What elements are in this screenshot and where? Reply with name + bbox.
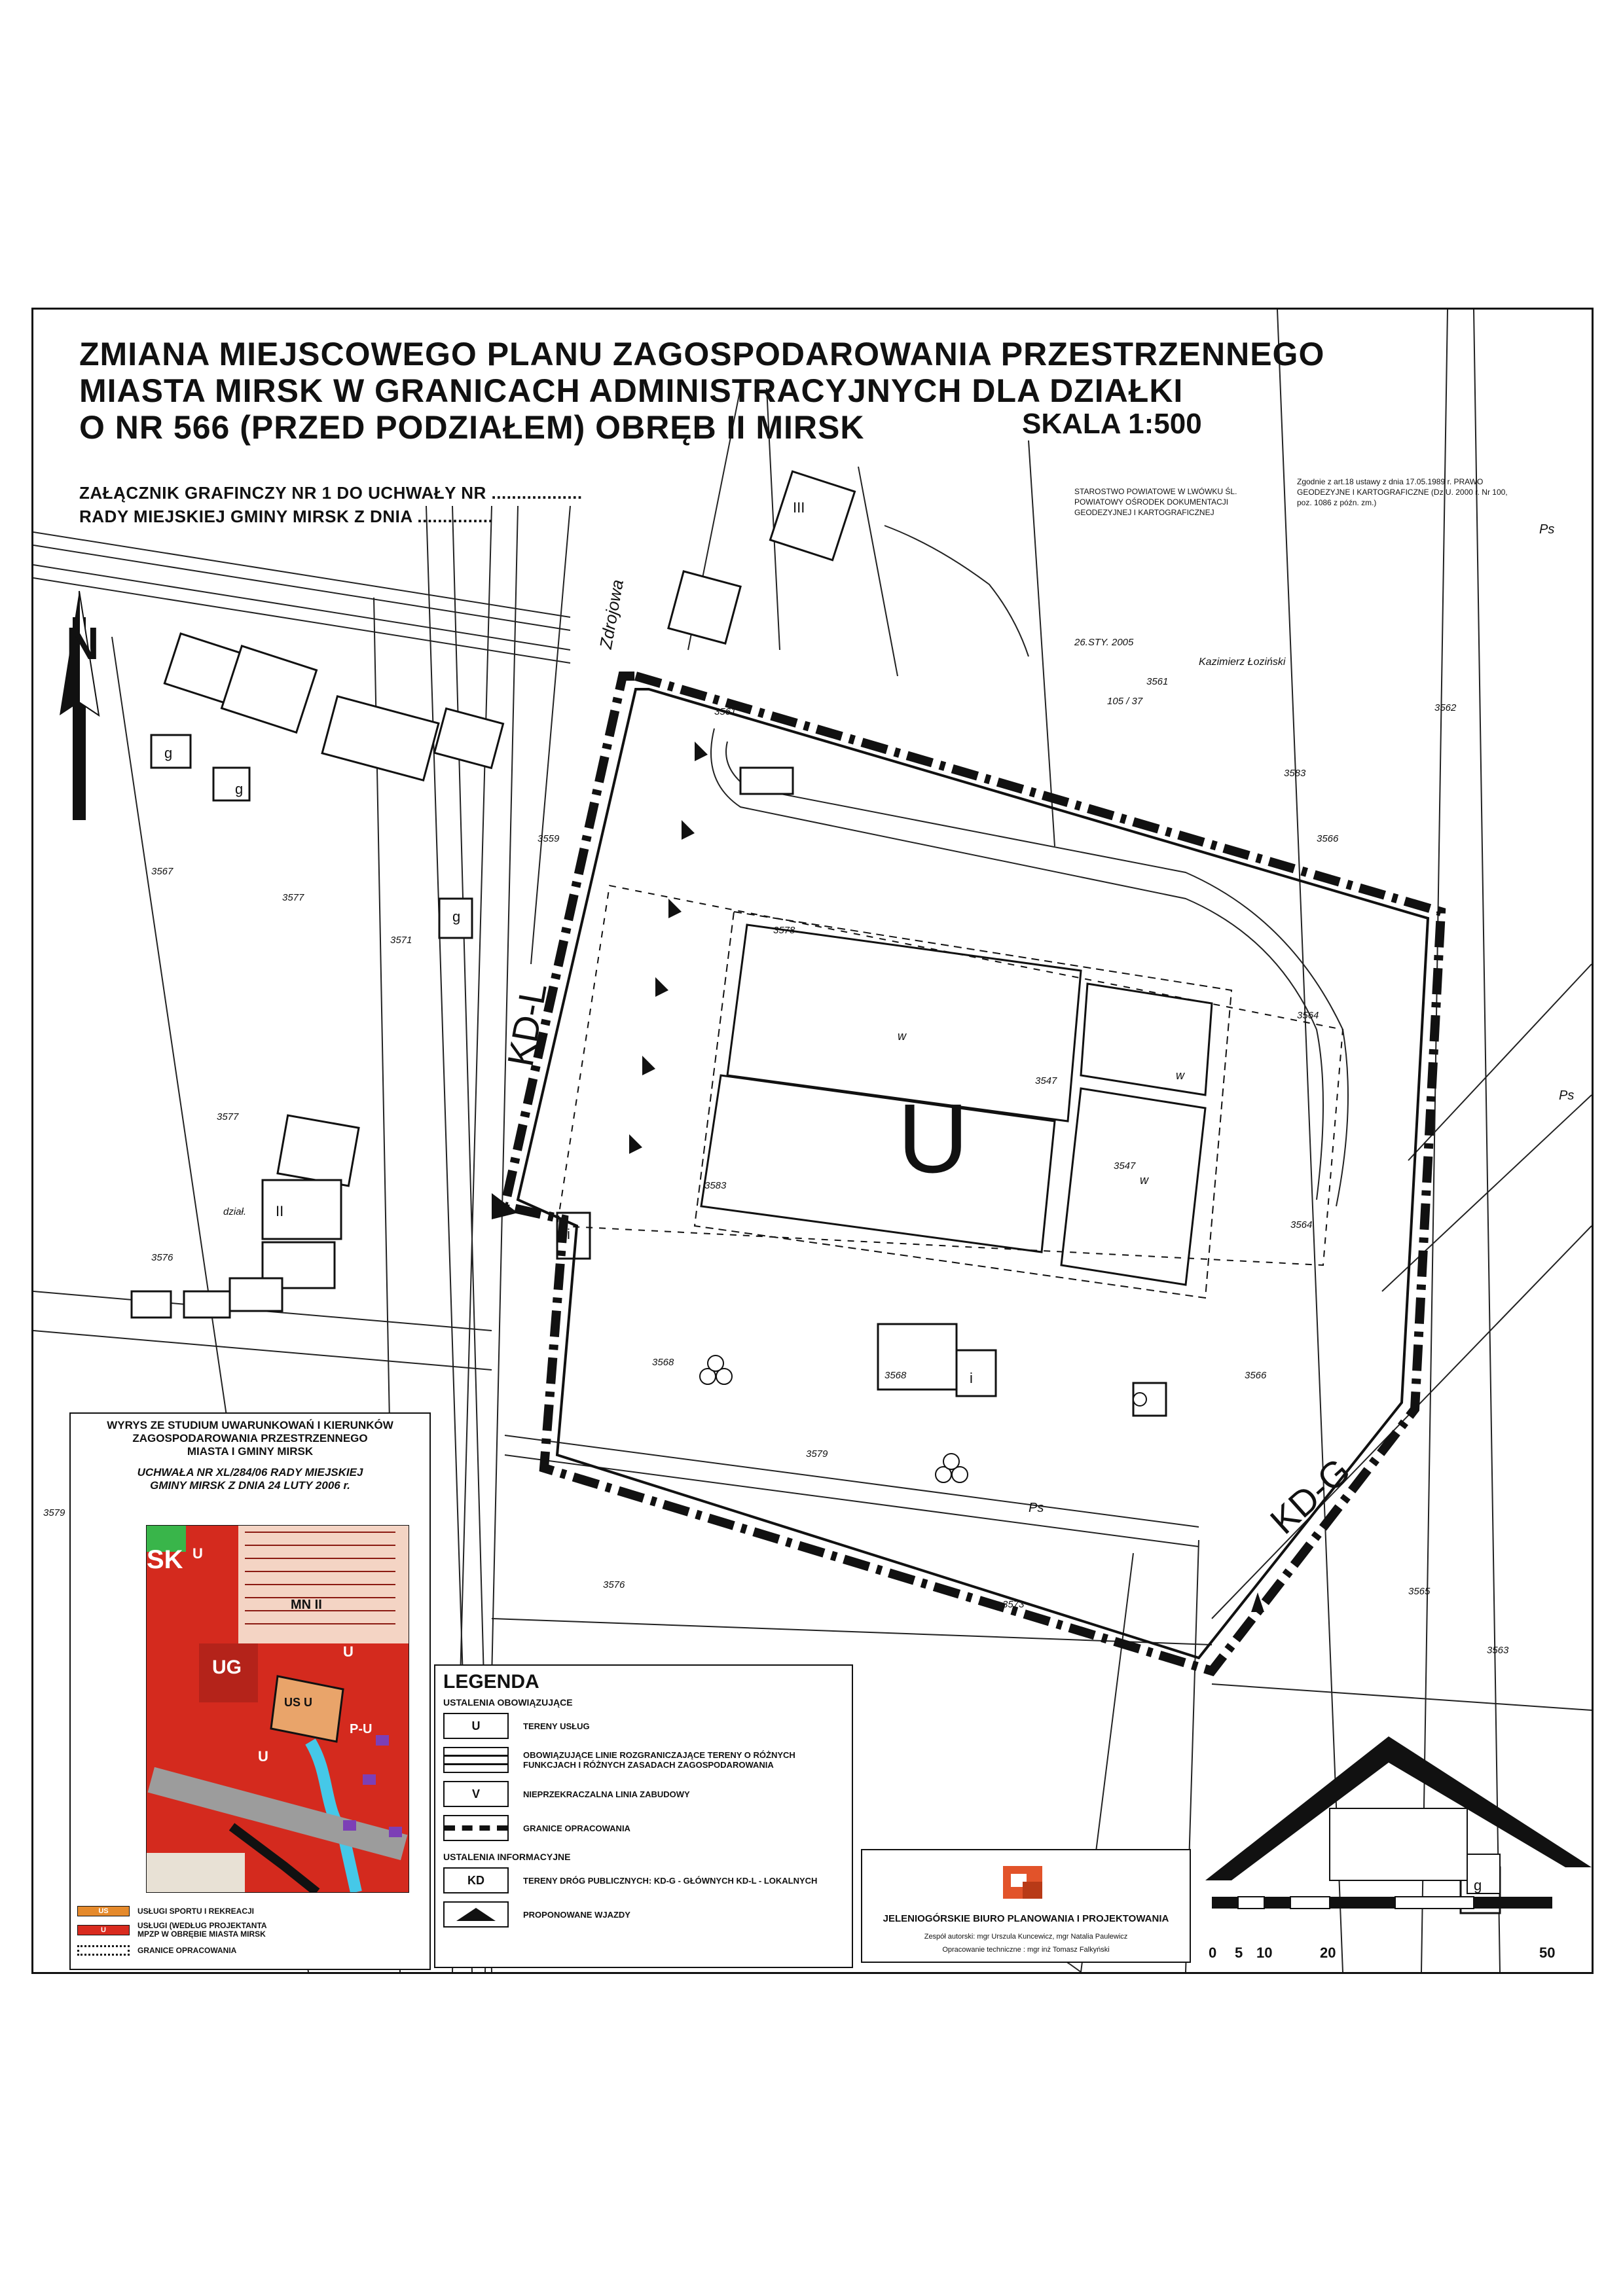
- study-label-us: US U: [284, 1696, 313, 1709]
- plot-number: 3579: [806, 1448, 828, 1460]
- study-label-ug: UG: [212, 1657, 242, 1678]
- attachment-note: [79, 481, 583, 528]
- plot-number: 3566: [1317, 833, 1339, 844]
- attachment-line-1: ZAŁĄCZNIK GRAFINCZY NR 1 DO UCHWAŁY NR ..................: [79, 483, 583, 503]
- plot-number: 3568: [652, 1357, 674, 1368]
- plot-number: 3576: [151, 1252, 173, 1263]
- scale-tick: 20: [1320, 1945, 1336, 1961]
- plot-number: 3562: [1434, 702, 1457, 713]
- legend-text: GRANICE OPRACOWANIA: [523, 1823, 630, 1833]
- building-label: w: [1176, 1069, 1184, 1082]
- study-label-u2: U: [343, 1643, 354, 1660]
- legend-section-info: USTALENIA INFORMACYJNE: [443, 1852, 571, 1862]
- building-label: g: [235, 781, 244, 797]
- scale-label: SKALA 1:500: [1022, 408, 1202, 440]
- study-extract: [69, 1412, 431, 1970]
- legend-row: [443, 1713, 824, 1739]
- plot-number: 3571: [390, 935, 412, 946]
- plot-number: 3576: [603, 1579, 625, 1590]
- study-legend-text: USŁUGI SPORTU I REKREACJI: [137, 1907, 255, 1916]
- building-label: II: [276, 1203, 284, 1219]
- plot-number: 3568: [884, 1370, 907, 1381]
- building-label: i: [970, 1370, 973, 1386]
- starostwo-stamp: STAROSTWO POWIATOWE W LWÓWKU ŚL. POWIATOWY OŚRODEK DOKUMENTACJI GEODEZYJNEJ I KARTOGRAFICZNEJ: [1074, 487, 1237, 517]
- legend-row: [443, 1815, 824, 1841]
- study-label-u3: U: [258, 1748, 268, 1765]
- study-resolution-1: UCHWAŁA NR XL/284/06 RADY MIEJSKIEJ: [137, 1466, 363, 1479]
- plot-number: 3583: [1284, 768, 1306, 779]
- plot-number: 3561: [714, 706, 737, 717]
- building-label: w: [898, 1030, 906, 1043]
- legend-symbol: U: [443, 1713, 509, 1739]
- plot-number: 3578: [773, 925, 795, 936]
- plot-number: 3564: [1297, 1010, 1319, 1021]
- building-label: w: [1140, 1174, 1148, 1187]
- plot-number: 3566: [1245, 1370, 1267, 1381]
- plot-number: 3547: [1114, 1160, 1136, 1172]
- title-line-3: O NR 566 (PRZED PODZIAŁEM) OBRĘB II MIRSK: [79, 409, 865, 446]
- legend-title: LEGENDA: [443, 1671, 539, 1693]
- street-name: Zdrojowa: [595, 578, 628, 651]
- map-sheet: [31, 308, 1594, 1974]
- attachment-line-2: RADY MIEJSKIEJ GMINY MIRSK Z DNIA ...............: [79, 507, 494, 526]
- legend-symbol: KD: [443, 1867, 509, 1893]
- road-label-kdl: KD-L: [499, 980, 555, 1069]
- scale-bar: [1205, 1736, 1592, 1909]
- legend-row: [443, 1747, 824, 1773]
- study-legend-boundary: [77, 1945, 236, 1956]
- bureau-box: [861, 1849, 1191, 1963]
- building-label: g: [164, 745, 173, 761]
- plot-number: 3559: [538, 833, 560, 844]
- legend-symbol: V: [443, 1781, 509, 1807]
- scale-tick: 50: [1539, 1945, 1556, 1961]
- stamp-signature: Kazimierz Łoziński: [1199, 656, 1286, 668]
- plot-number: 3577: [217, 1111, 239, 1122]
- road-label-kdg: KD-G: [1262, 1450, 1359, 1542]
- legend-row: [443, 1781, 824, 1807]
- study-title-1: WYRYS ZE STUDIUM UWARUNKOWAŃ I KIERUNKÓW: [107, 1419, 393, 1431]
- study-map-graphic: [147, 1526, 409, 1892]
- legend-panel: [434, 1664, 853, 1968]
- building-label: Ps: [1029, 1501, 1044, 1515]
- bureau-logo-icon: [996, 1862, 1049, 1908]
- plot-number: 3547: [1035, 1075, 1057, 1086]
- plot-number: 3583: [704, 1180, 727, 1191]
- title-line-1: ZMIANA MIEJSCOWEGO PLANU ZAGOSPODAROWANIA PRZESTRZENNEGO: [79, 336, 1325, 372]
- legend-text: TERENY USŁUG: [523, 1721, 590, 1731]
- building-label: g: [1474, 1877, 1482, 1893]
- legend-symbol: [443, 1901, 509, 1928]
- study-legend-us: [77, 1906, 254, 1916]
- scale-tick: 0: [1209, 1945, 1217, 1961]
- legend-text: PROPONOWANE WJAZDY: [523, 1909, 630, 1920]
- study-legend-u: [77, 1922, 288, 1939]
- legend-text: NIEPRZEKRACZALNA LINIA ZABUDOWY: [523, 1789, 690, 1799]
- study-legend-text: GRANICE OPRACOWANIA: [137, 1946, 237, 1955]
- study-legend-swatch: [77, 1945, 130, 1956]
- study-label-mn: MN II: [291, 1598, 322, 1612]
- plot-number: 3563: [1487, 1645, 1509, 1656]
- study-resolution-2: GMINY MIRSK Z DNIA 24 LUTY 2006 r.: [150, 1479, 350, 1492]
- legend-symbol: [443, 1815, 509, 1841]
- study-legend-text: USŁUGI (WEDŁUG PROJEKTANTA MPZP W OBRĘBIE MIASTA MIRSK: [137, 1921, 267, 1939]
- zone-label-u: U: [898, 1083, 969, 1193]
- plot-number: 3577: [282, 892, 304, 903]
- legend-section-binding: USTALENIA OBOWIĄZUJĄCE: [443, 1697, 573, 1708]
- study-legend-swatch: U: [77, 1925, 130, 1935]
- legal-stamp: Zgodnie z art.18 ustawy z dnia 17.05.1989 r. PRAWO GEODEZYJNE I KARTOGRAFICZNE (Dz.U. 2000 r. Nr 100, poz. 1086 z późn. zm.): [1297, 477, 1508, 507]
- legend-row: [443, 1901, 824, 1928]
- study-legend-swatch: US: [77, 1906, 130, 1916]
- bureau-technical: Opracowanie techniczne : mgr inż Tomasz Falkyński: [942, 1946, 1110, 1954]
- bureau-name: JELENIOGÓRSKIE BIURO PLANOWANIA I PROJEKTOWANIA: [883, 1913, 1169, 1924]
- scale-tick: 5: [1235, 1945, 1243, 1961]
- north-label: N: [66, 618, 100, 669]
- legend-row: [443, 1867, 824, 1893]
- plot-number: 3564: [1290, 1219, 1313, 1230]
- plot-number: 3573: [1002, 1599, 1025, 1610]
- study-title-3: MIASTA I GMINY MIRSK: [187, 1445, 314, 1458]
- title-line-2: MIASTA MIRSK W GRANICACH ADMINISTRACYJNYCH DLA DZIAŁKI: [79, 372, 1184, 409]
- plot-number: 3561: [1146, 676, 1169, 687]
- study-title-2: ZAGOSPODAROWANIA PRZESTRZENNEGO: [132, 1432, 368, 1444]
- building-label: III: [793, 499, 805, 516]
- legend-text: TERENY DRÓG PUBLICZNYCH: KD-G - GŁÓWNYCH KD-L - LOKALNYCH: [523, 1875, 818, 1886]
- scale-tick: 10: [1256, 1945, 1273, 1961]
- building-label: dział.: [223, 1206, 247, 1217]
- building-label: i: [567, 1226, 570, 1242]
- building-label: g: [452, 908, 461, 925]
- study-label-sk: SK: [147, 1545, 183, 1574]
- legend-symbol: [443, 1747, 509, 1773]
- plot-number: 3579: [43, 1507, 65, 1518]
- plot-number: 3565: [1408, 1586, 1431, 1597]
- stamp-date: 26.STY. 2005: [1074, 637, 1134, 648]
- bureau-authors: Zespół autorski: mgr Urszula Kuncewicz, mgr Natalia Paulewicz: [924, 1933, 1128, 1941]
- plot-number: 3567: [151, 866, 173, 877]
- building-label: Ps: [1559, 1088, 1575, 1103]
- stamp-ref: 105 / 37: [1107, 696, 1143, 707]
- study-label-pu: P-U: [350, 1722, 373, 1736]
- study-map: [146, 1525, 409, 1893]
- study-label-u1: U: [192, 1545, 203, 1562]
- building-label: Ps: [1539, 522, 1555, 537]
- legend-text: OBOWIĄZUJĄCE LINIE ROZGRANICZAJĄCE TERENY O RÓŻNYCH FUNKCJACH I RÓŻNYCH ZASADACH ZAGOSPODAROWANIA: [523, 1750, 795, 1770]
